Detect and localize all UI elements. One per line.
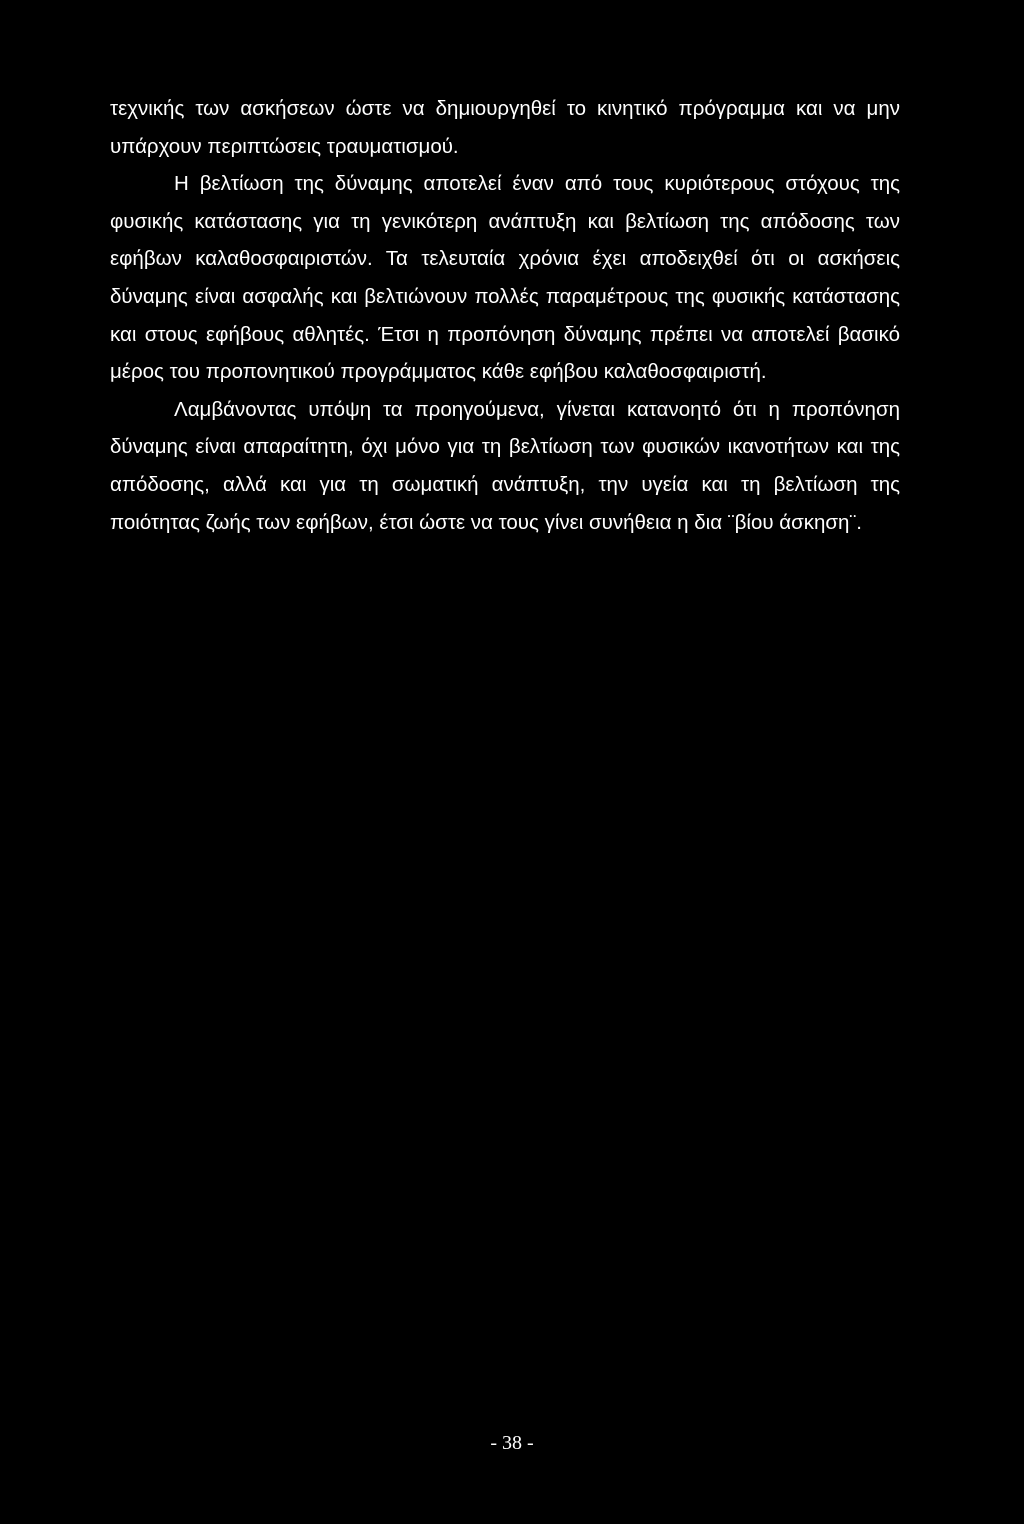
paragraph-conclusion: Λαμβάνοντας υπόψη τα προηγούμενα, γίνεται κατανοητό ότι η προπόνηση δύναμης είναι απαραίτητη, όχι μόνο για τη βελτίωση των φυσικών ικανοτήτων και της απόδοσης, αλλά και για τη σωματική ανάπτυξη, την υγεία και τη βελτίωση της ποιότητας ζωής των εφήβων, έτσι ώστε να τους γίνει συνήθεια η δια ¨βίου άσκηση¨. <box>110 397 900 534</box>
paragraph-continuation: τεχνικής των ασκήσεων ώστε να δημιουργηθεί το κινητικό πρόγραμμα και να μην υπάρχουν περιπτώσεις τραυματισμού. <box>110 97 900 158</box>
document-body <box>110 90 900 541</box>
page-number: - 38 - <box>490 1432 534 1454</box>
paragraph-strength-improvement: Η βελτίωση της δύναμης αποτελεί έναν από τους κυριότερους στόχους της φυσικής κατάστασης για τη γενικότερη ανάπτυξη και βελτίωση της απόδοσης των εφήβων καλαθοσφαιριστών. Τα τελευταία χρόνια έχει αποδειχθεί ότι οι ασκήσεις δύναμης είναι ασφαλής και βελτιώνουν πολλές παραμέτρους της φυσικής κατάστασης και στους εφήβους αθλητές. Έτσι η προπόνηση δύναμης πρέπει να αποτελεί βασικό μέρος του προπονητικού προγράμματος κάθε εφήβου καλαθοσφαιριστή. <box>110 172 900 384</box>
